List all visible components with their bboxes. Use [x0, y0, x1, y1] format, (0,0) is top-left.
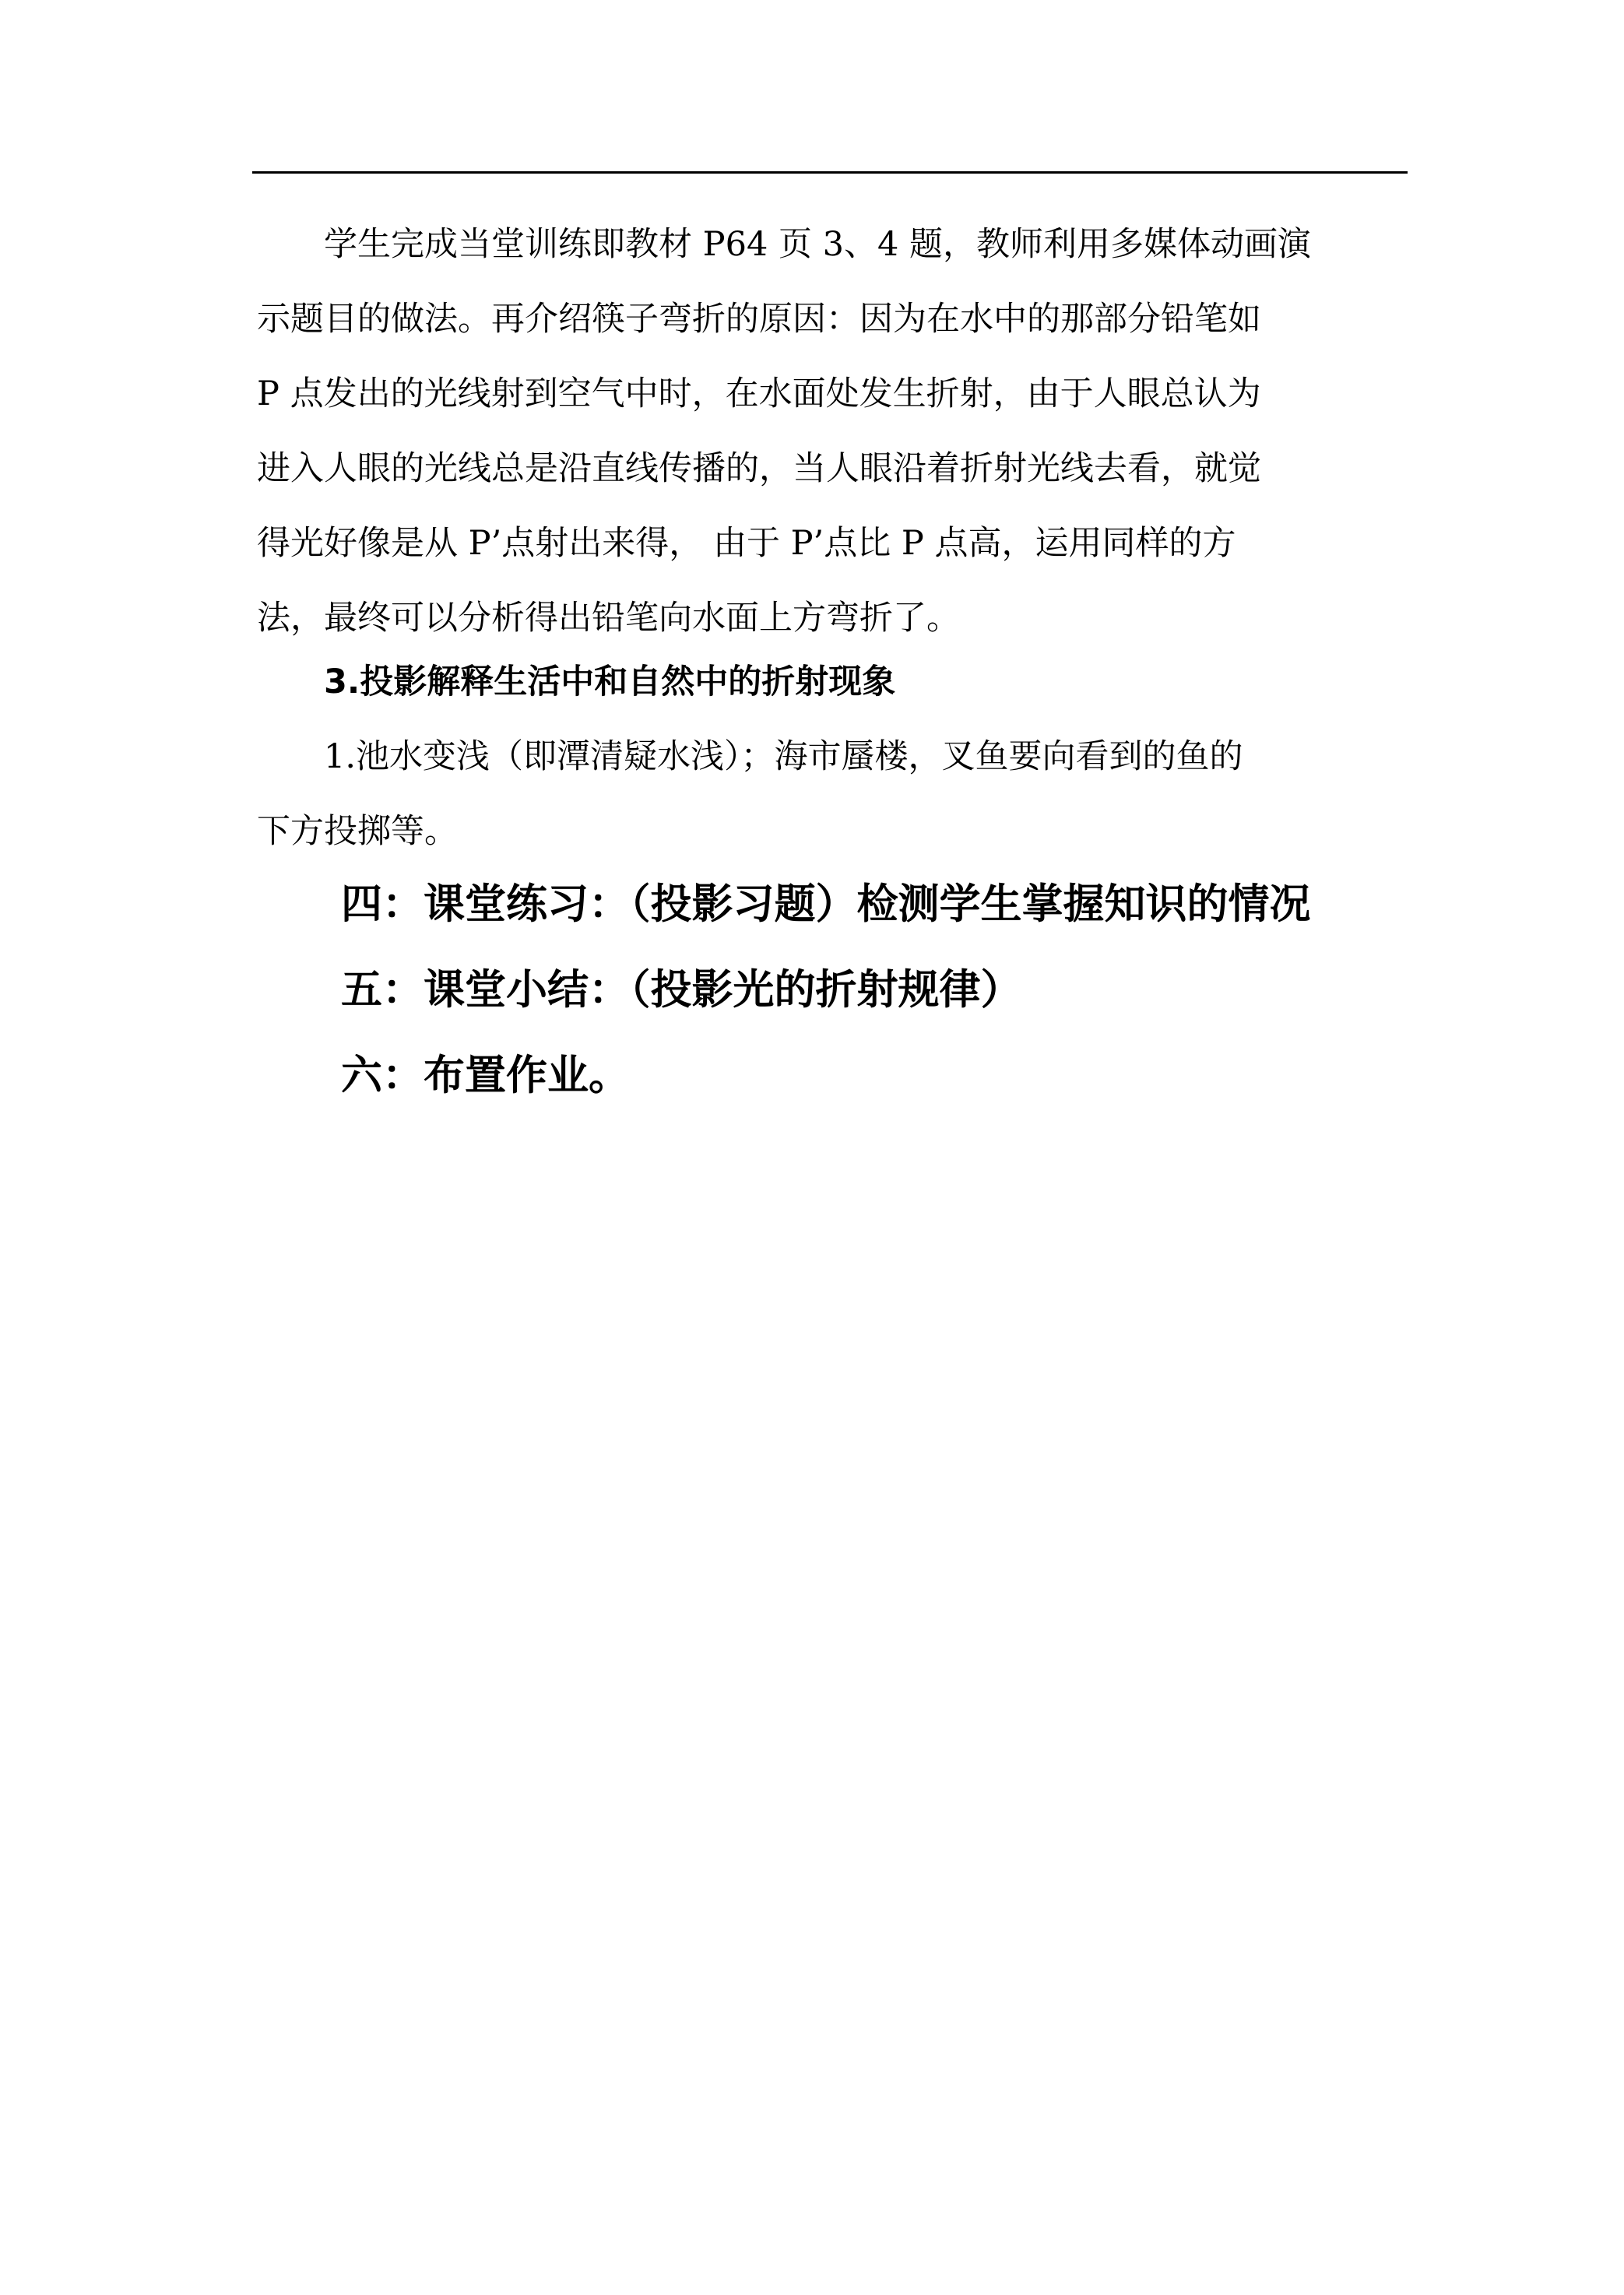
paragraph-training-explanation	[257, 207, 1408, 655]
paragraph-line: 进入人眼的光线总是沿直线传播的，当人眼沿着折射光线去看，就觉	[257, 449, 1261, 488]
paragraph-line: 法，最终可以分析得出铅笔向水面上方弯折了。	[257, 599, 960, 638]
paragraph-line: 1.池水变浅（即潭清疑水浅）；海市蜃楼，叉鱼要向看到的鱼的	[257, 737, 1243, 776]
section-heading-summary: 五：课堂小结：（投影光的折射规律）	[341, 966, 1022, 1014]
paragraph-line: 下方投掷等。	[257, 812, 458, 851]
subheading-line: 3.投影解释生活中和自然中的折射现象	[257, 662, 896, 701]
header-rule	[252, 171, 1408, 174]
paragraph-line: 学生完成当堂训练即教材 P64 页 3、4 题，教师利用多媒体动画演	[257, 225, 1312, 264]
paragraph-line: 示题目的做法。再介绍筷子弯折的原因：因为在水中的那部分铅笔如	[257, 300, 1261, 339]
paragraph-refraction-examples	[257, 719, 1408, 869]
paragraph-line: P 点发出的光线射到空气中时，在水面处发生折射，由于人眼总认为	[257, 374, 1261, 413]
paragraph-line: 得光好像是从 P’点射出来得， 由于 P’点比 P 点高，运用同样的方	[257, 524, 1236, 563]
section-heading-homework: 六：布置作业。	[341, 1052, 630, 1099]
section-heading-practice: 四：课堂练习：（投影习题）检测学生掌握知识的情况	[341, 880, 1311, 928]
subheading-refraction-phenomena	[257, 645, 1408, 719]
